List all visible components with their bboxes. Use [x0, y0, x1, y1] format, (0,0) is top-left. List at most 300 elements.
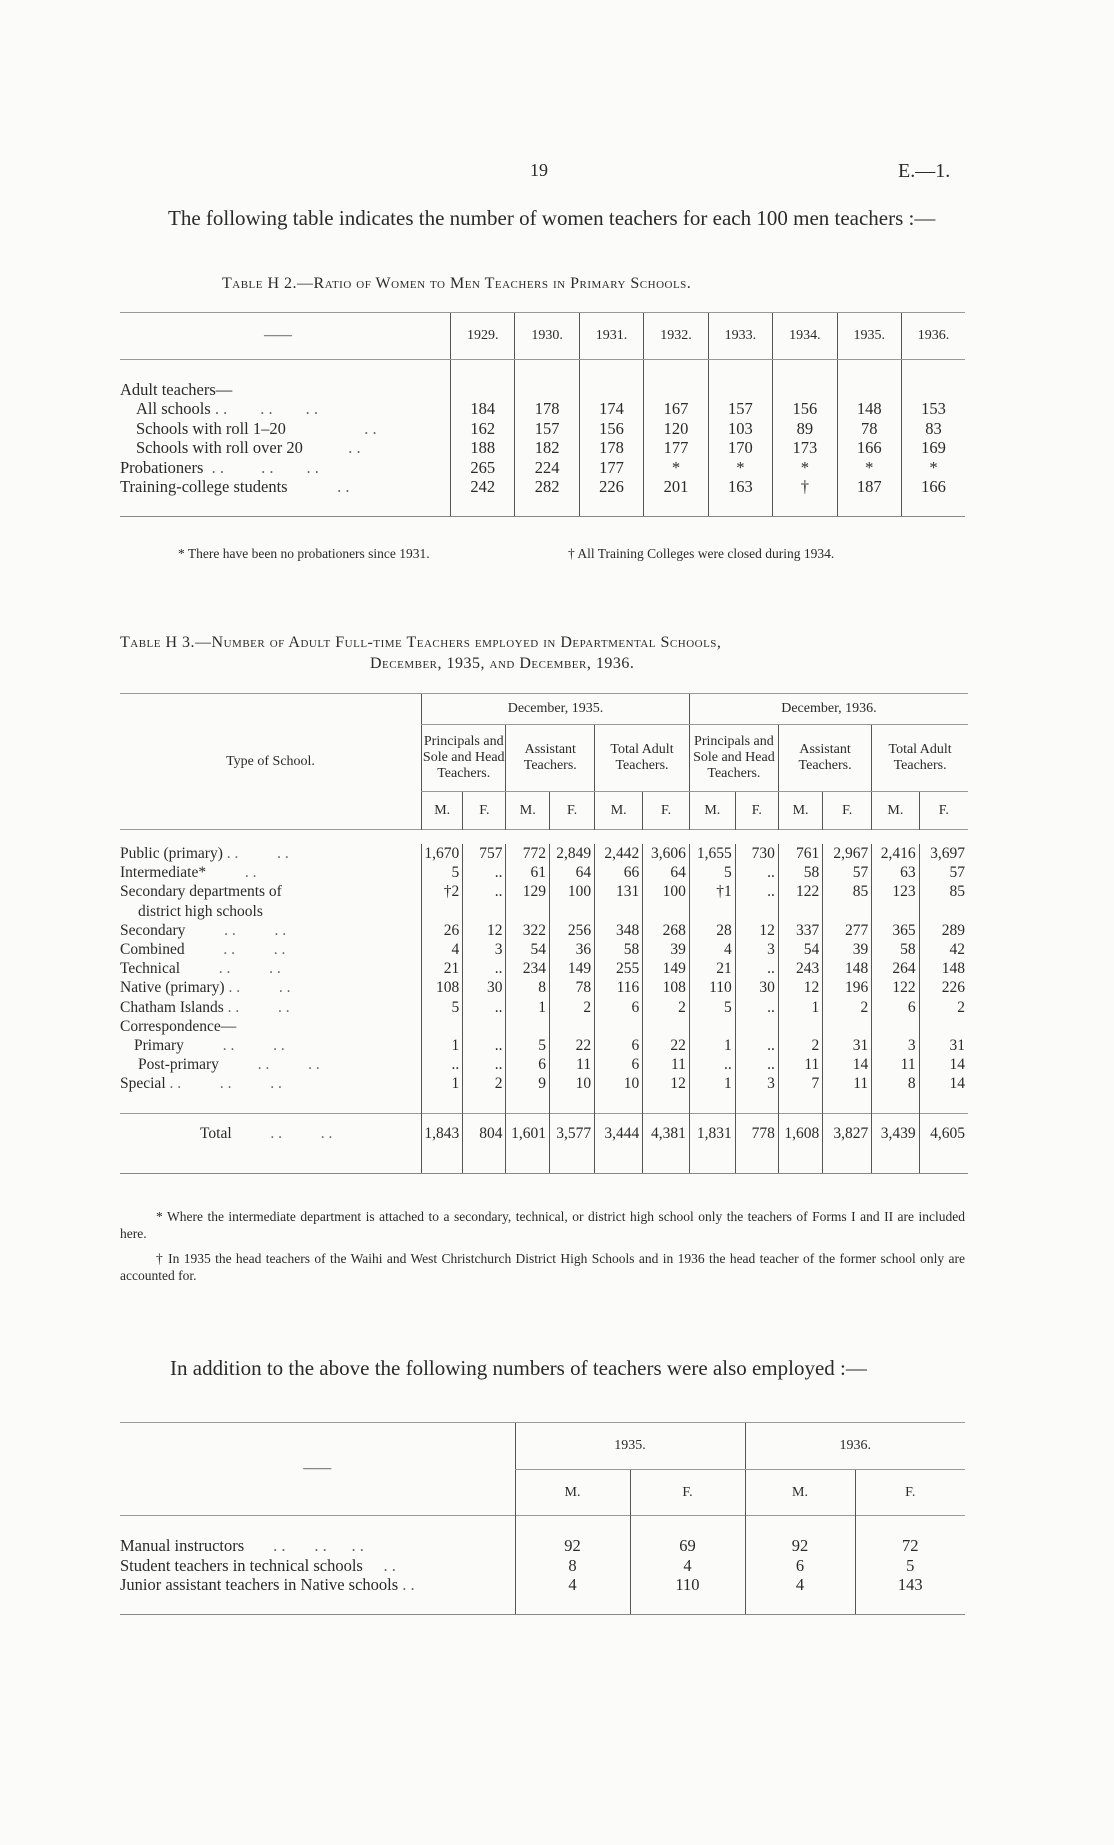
cell: 226: [919, 978, 968, 997]
cell: [735, 1017, 778, 1036]
row-label: Native (primary): [120, 979, 225, 997]
cell: 14: [919, 1074, 968, 1093]
cell: †1: [689, 882, 735, 901]
cell: 2: [919, 998, 968, 1017]
cell: [422, 1017, 463, 1036]
cell: 156: [773, 399, 837, 419]
cell: 778: [735, 1113, 778, 1154]
group-header: Assistant Teachers.: [778, 725, 871, 792]
m-header: M.: [872, 792, 919, 830]
cell: 11: [778, 1055, 822, 1074]
cell: [506, 1017, 550, 1036]
table-row: [120, 1036, 968, 1055]
table-row: [120, 978, 968, 997]
table-row: [120, 380, 965, 400]
cell: 110: [689, 978, 735, 997]
table-h3: [120, 693, 968, 1174]
row-label: Junior assistant teachers in Native schools: [120, 1575, 399, 1594]
row-label: Combined: [120, 941, 185, 959]
cell: 173: [773, 438, 837, 458]
table-row: Training-college students . . 242 282 226 201 163 † 187 166: [120, 477, 965, 497]
table-h3-caption: Table H 3.—Number of Adult Full-time Teachers employed in Departmental Schools,: [120, 634, 722, 651]
cell: ..: [735, 882, 778, 901]
cell: 1,601: [506, 1113, 550, 1154]
cell: 2: [778, 1036, 822, 1055]
cell: 6: [506, 1055, 550, 1074]
cell: 116: [595, 978, 643, 997]
table-row: Schools with roll over 20 . . 188 182 178 177 170 173 166 169: [120, 438, 965, 458]
cell: 224: [515, 458, 579, 478]
cell: 187: [837, 477, 901, 497]
cell: 170: [708, 438, 772, 458]
cell: 3,606: [643, 844, 690, 863]
cell: ..: [463, 959, 506, 978]
cell: 153: [901, 399, 965, 419]
cell: [550, 1017, 595, 1036]
row-label: Secondary departments of: [120, 883, 282, 901]
cell: 757: [463, 844, 506, 863]
cell: 85: [919, 882, 968, 901]
period-header: December, 1936.: [689, 694, 968, 725]
leader-dots: . . . .: [222, 845, 289, 862]
m-header: M.: [745, 1470, 855, 1516]
cell: 36: [550, 940, 595, 959]
cell: 804: [463, 1113, 506, 1154]
cell: †: [773, 477, 837, 497]
table-row: [120, 1055, 968, 1074]
cell: 66: [595, 863, 643, 882]
footnote-text: † In 1935 the head teachers of the Waihi and West Christchurch District High Schools and in 1936 the head teacher of the former school only are accounted for.: [120, 1251, 965, 1283]
cell: 58: [872, 940, 919, 959]
cell: [643, 902, 690, 921]
cell: 89: [773, 419, 837, 439]
cell: 7: [778, 1074, 822, 1093]
leader-dots: . . . .: [224, 979, 291, 997]
cell: 148: [919, 959, 968, 978]
cell: 1: [422, 1036, 463, 1055]
row-label: Total: [200, 1125, 232, 1143]
cell: 21: [689, 959, 735, 978]
leader-dots: . . . .: [218, 1056, 320, 1074]
f-header: F.: [550, 792, 595, 830]
cell: *: [644, 458, 708, 478]
table-row: [120, 844, 968, 863]
cell: ..: [735, 863, 778, 882]
cell: [689, 1017, 735, 1036]
cell: 6: [595, 998, 643, 1017]
table-row: Schools with roll 1–20 . . 162 157 156 120 103 89 78 83: [120, 419, 965, 439]
table-h2-caption: Table H 2.—Ratio of Women to Men Teachers in Primary Schools.: [222, 275, 692, 292]
cell: 242: [451, 477, 515, 497]
cell: 83: [901, 419, 965, 439]
cell: 162: [451, 419, 515, 439]
cell: 169: [901, 438, 965, 458]
f-header: F.: [463, 792, 506, 830]
cell: 30: [735, 978, 778, 997]
cell: ..: [463, 882, 506, 901]
cell: 122: [778, 882, 822, 901]
cell: 4: [689, 940, 735, 959]
cell: 103: [708, 419, 772, 439]
cell: *: [901, 458, 965, 478]
cell: 5: [422, 998, 463, 1017]
year-header: 1934.: [773, 313, 837, 360]
document-ref: E.—1.: [898, 160, 951, 182]
table-row: [120, 882, 968, 901]
cell: 108: [422, 978, 463, 997]
m-header: M.: [778, 792, 822, 830]
cell: 57: [919, 863, 968, 882]
table-h3-caption-line2: December, 1935, and December, 1936.: [370, 655, 635, 672]
cell: 54: [778, 940, 822, 959]
row-label: Post-primary: [138, 1056, 219, 1074]
cell: 14: [919, 1055, 968, 1074]
cell: 57: [823, 863, 872, 882]
cell: 6: [745, 1556, 855, 1576]
cell: 3,577: [550, 1113, 595, 1154]
cell: 772: [506, 844, 550, 863]
cell: 8: [872, 1074, 919, 1093]
cell: ..: [735, 1036, 778, 1055]
row-label: Public (primary): [120, 845, 223, 862]
row-label: Probationers: [120, 457, 204, 477]
cell: [919, 1017, 968, 1036]
group-header: Assistant Teachers.: [506, 725, 595, 792]
period-header: December, 1935.: [422, 694, 690, 725]
cell: 11: [872, 1055, 919, 1074]
table-row: All schools . . . . . . 184 178 174 167 157 156 148 153: [120, 399, 965, 419]
cell: 22: [550, 1036, 595, 1055]
cell: 31: [823, 1036, 872, 1055]
cell: 2: [550, 998, 595, 1017]
f-header: F.: [823, 792, 872, 830]
cell: [778, 1017, 822, 1036]
cell: 282: [515, 477, 579, 497]
cell: 149: [643, 959, 690, 978]
cell: 234: [506, 959, 550, 978]
table-additional-teachers: [120, 1422, 965, 1615]
group-header: Total Adult Teachers.: [872, 725, 968, 792]
cell: 100: [643, 882, 690, 901]
cell: ..: [422, 1055, 463, 1074]
leader-dots: . . . .: [185, 921, 287, 939]
year-header: 1932.: [644, 313, 708, 360]
leader-dots: . .: [206, 864, 257, 882]
cell: ..: [735, 998, 778, 1017]
cell: 157: [515, 419, 579, 439]
cell: ..: [689, 1055, 735, 1074]
year-header: 1933.: [708, 313, 772, 360]
cell: 2,849: [550, 844, 595, 863]
cell: [689, 902, 735, 921]
cell: 177: [644, 438, 708, 458]
cell: 12: [463, 921, 506, 940]
page-number: 19: [530, 160, 548, 180]
cell: 166: [901, 477, 965, 497]
cell: 10: [550, 1074, 595, 1093]
cell: [506, 902, 550, 921]
row-label: Special: [120, 1075, 166, 1093]
cell: 11: [550, 1055, 595, 1074]
m-header: M.: [422, 792, 463, 830]
table-row: Manual instructors . . . . . . 92 69 92 72: [120, 1536, 965, 1556]
cell: *: [773, 458, 837, 478]
row-label: Secondary: [120, 921, 186, 939]
cell: 11: [643, 1055, 690, 1074]
cell: 243: [778, 959, 822, 978]
cell: ..: [463, 1036, 506, 1055]
table-corner: ——: [303, 1461, 332, 1476]
cell: 730: [735, 844, 778, 863]
table-h3-footnote: [120, 1250, 965, 1284]
cell: 72: [855, 1536, 965, 1556]
row-label: Primary: [134, 1037, 184, 1055]
cell: 92: [745, 1536, 855, 1556]
cell: 163: [708, 477, 772, 497]
group-header: Principals and Sole and Head Teachers.: [689, 725, 778, 792]
cell: *: [837, 458, 901, 478]
cell: 108: [643, 978, 690, 997]
cell: [919, 902, 968, 921]
cell: 30: [463, 978, 506, 997]
m-header: M.: [689, 792, 735, 830]
f-header: F.: [630, 1470, 745, 1516]
leader-dots: . . . .: [184, 941, 286, 959]
cell: 1,608: [778, 1113, 822, 1154]
cell: 61: [506, 863, 550, 882]
year-header: 1936.: [901, 313, 965, 360]
cell: 10: [595, 1074, 643, 1093]
cell: 167: [644, 399, 708, 419]
cell: 184: [451, 399, 515, 419]
leader-dots: . . . .: [183, 1037, 285, 1055]
cell: 58: [595, 940, 643, 959]
cell: 3,444: [595, 1113, 643, 1154]
cell: 174: [579, 399, 643, 419]
cell: 12: [778, 978, 822, 997]
leader-dots: . . . . . .: [165, 1075, 282, 1093]
intro-paragraph: The following table indicates the number of women teachers for each 100 men teachers :—: [168, 206, 936, 230]
cell: [422, 902, 463, 921]
cell: 5: [506, 1036, 550, 1055]
cell: [872, 1017, 919, 1036]
cell: 256: [550, 921, 595, 940]
cell: 148: [823, 959, 872, 978]
cell: 3: [735, 1074, 778, 1093]
cell: 6: [872, 998, 919, 1017]
cell: *: [708, 458, 772, 478]
cell: 761: [778, 844, 822, 863]
cell: 78: [837, 419, 901, 439]
table-row: [120, 863, 968, 882]
row-label: Manual instructors: [120, 1536, 245, 1555]
cell: 348: [595, 921, 643, 940]
cell: 22: [643, 1036, 690, 1055]
cell: 11: [823, 1074, 872, 1093]
table-h2: [120, 312, 965, 517]
cell: 255: [595, 959, 643, 978]
group-header: Total Adult Teachers.: [595, 725, 690, 792]
cell: [823, 1017, 872, 1036]
f-header: F.: [643, 792, 690, 830]
cell: 177: [579, 458, 643, 478]
year-header: 1931.: [579, 313, 643, 360]
cell: 31: [919, 1036, 968, 1055]
cell: 42: [919, 940, 968, 959]
cell: 265: [451, 458, 515, 478]
cell: ..: [735, 959, 778, 978]
cell: 5: [422, 863, 463, 882]
table-row: [120, 1017, 968, 1036]
table-row: [120, 959, 968, 978]
cell: 64: [643, 863, 690, 882]
year-header: 1935.: [837, 313, 901, 360]
table-row: [120, 998, 968, 1017]
cell: 28: [689, 921, 735, 940]
cell: 64: [550, 863, 595, 882]
leader-dots: . . . .: [223, 998, 290, 1016]
footnote-text: * Where the intermediate department is attached to a secondary, technical, or district high school only the teachers of Forms I and II are included here.: [120, 1209, 965, 1241]
cell: ..: [735, 1055, 778, 1074]
table-h3-footnote: [120, 1208, 965, 1242]
table-row: Student teachers in technical schools . . 8 4 6 5: [120, 1556, 965, 1576]
cell: 1: [689, 1074, 735, 1093]
row-label: All schools: [136, 399, 211, 418]
cell: 322: [506, 921, 550, 940]
cell: 4: [630, 1556, 745, 1576]
cell: 120: [644, 419, 708, 439]
cell: 3: [735, 940, 778, 959]
cell: 337: [778, 921, 822, 940]
cell: ..: [463, 998, 506, 1017]
table-row: [120, 902, 968, 921]
cell: 3,827: [823, 1113, 872, 1154]
table-h2-corner: ——: [120, 313, 436, 360]
cell: 289: [919, 921, 968, 940]
cell: 4: [422, 940, 463, 959]
cell: ..: [463, 863, 506, 882]
row-label: Student teachers in technical schools: [120, 1555, 363, 1575]
cell: 21: [422, 959, 463, 978]
cell: 149: [550, 959, 595, 978]
m-header: M.: [595, 792, 643, 830]
cell: 178: [579, 438, 643, 458]
cell: [872, 902, 919, 921]
cell: [550, 902, 595, 921]
cell: 3: [463, 940, 506, 959]
cell: 201: [644, 477, 708, 497]
cell: 3: [872, 1036, 919, 1055]
table-h2-header-row: [120, 313, 965, 360]
cell: [463, 902, 506, 921]
cell: 277: [823, 921, 872, 940]
cell: 4,605: [919, 1113, 968, 1154]
year-header: 1930.: [515, 313, 579, 360]
cell: 8: [515, 1556, 630, 1576]
cell: 110: [630, 1575, 745, 1595]
cell: 39: [823, 940, 872, 959]
cell: 178: [515, 399, 579, 419]
cell: 182: [515, 438, 579, 458]
cell: 2,442: [595, 844, 643, 863]
row-label: Schools with roll 1–20: [136, 418, 286, 438]
cell: [595, 902, 643, 921]
cell: 365: [872, 921, 919, 940]
cell: 6: [595, 1036, 643, 1055]
cell: 129: [506, 882, 550, 901]
row-label: Adult teachers—: [120, 379, 233, 399]
cell: 123: [872, 882, 919, 901]
f-header: F.: [919, 792, 968, 830]
cell: 69: [630, 1536, 745, 1556]
cell: 3,697: [919, 844, 968, 863]
cell: 1: [689, 1036, 735, 1055]
cell: [778, 902, 822, 921]
cell: 2: [463, 1074, 506, 1093]
cell: 54: [506, 940, 550, 959]
row-label: Training-college students: [120, 477, 288, 496]
cell: 12: [735, 921, 778, 940]
cell: [823, 902, 872, 921]
group-header: Principals and Sole and Head Teachers.: [422, 725, 506, 792]
cell: 63: [872, 863, 919, 882]
cell: 5: [689, 998, 735, 1017]
total-row: [120, 1113, 968, 1154]
year-header: 1929.: [451, 313, 515, 360]
m-header: M.: [506, 792, 550, 830]
cell: 148: [837, 399, 901, 419]
cell: 5: [689, 863, 735, 882]
cell: 188: [451, 438, 515, 458]
cell: 1: [778, 998, 822, 1017]
cell: 226: [579, 477, 643, 497]
table-row: Probationers . . . . . . 265 224 177 * * * * *: [120, 458, 965, 478]
cell: 143: [855, 1575, 965, 1595]
cell: 4: [515, 1575, 630, 1595]
cell: 2,416: [872, 844, 919, 863]
cell: [643, 1017, 690, 1036]
table-h2-footnote: * There have been no probationers since 1931.: [178, 546, 430, 561]
row-label: Chatham Islands: [120, 998, 224, 1016]
cell: 9: [506, 1074, 550, 1093]
cell: 92: [515, 1536, 630, 1556]
cell: 6: [595, 1055, 643, 1074]
cell: [463, 1017, 506, 1036]
cell: 1,655: [689, 844, 735, 863]
cell: 264: [872, 959, 919, 978]
cell: 78: [550, 978, 595, 997]
cell: 39: [643, 940, 690, 959]
row-label: district high schools: [138, 902, 263, 920]
cell: 2: [823, 998, 872, 1017]
cell: 3,439: [872, 1113, 919, 1154]
cell: 5: [855, 1556, 965, 1576]
cell: 1,843: [422, 1113, 463, 1154]
year-header: 1936.: [745, 1423, 965, 1470]
cell: 166: [837, 438, 901, 458]
row-label: Intermediate*: [120, 864, 207, 882]
cell: 14: [823, 1055, 872, 1074]
row-label: Schools with roll over 20: [136, 438, 303, 457]
cell: †2: [422, 882, 463, 901]
cell: 1,831: [689, 1113, 735, 1154]
m-header: M.: [515, 1470, 630, 1516]
cell: 58: [778, 863, 822, 882]
leader-dots: . . . .: [180, 960, 281, 978]
year-header: 1935.: [515, 1423, 745, 1470]
f-header: F.: [735, 792, 778, 830]
cell: 157: [708, 399, 772, 419]
